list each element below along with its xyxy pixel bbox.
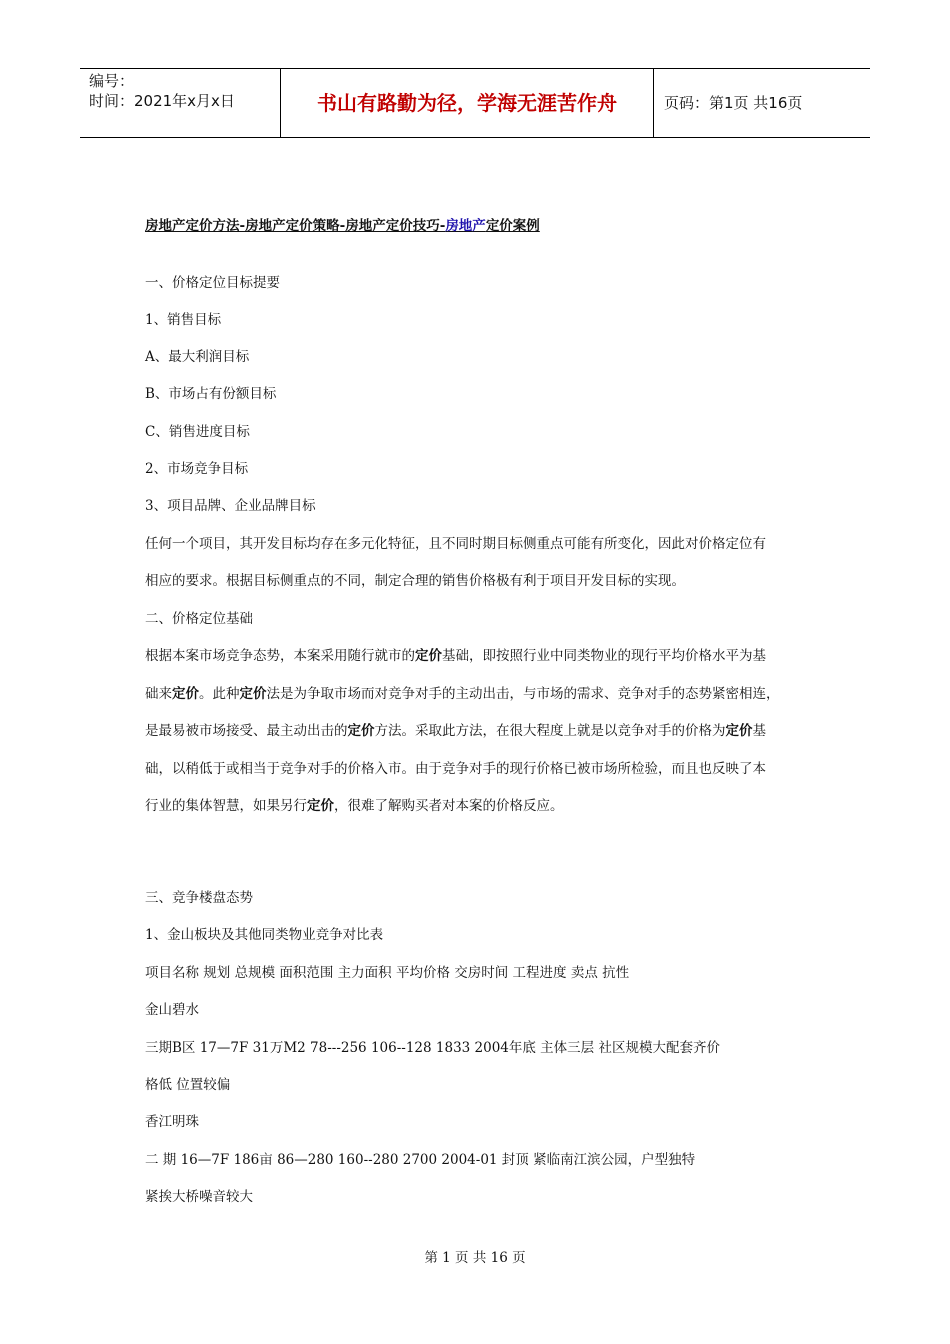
paragraph-line: 是最易被市场接受、最主动出击的定价方法。采取此方法，在很大程度上就是以竞争对手的价格为定价基 [145, 723, 766, 739]
table-row-name: 金山碧水 [145, 1002, 199, 1018]
header-page-info: 页码：第1页 共16页 [664, 94, 803, 112]
list-item: 2、市场竞争目标 [145, 461, 249, 477]
table-header-line: 项目名称 规划 总规模 面积范围 主力面积 平均价格 交房时间 工程进度 卖点 抗性 [145, 965, 630, 981]
time-label: 时间：2021年x月x日 [89, 92, 235, 110]
page-footer: 第 1 页 共 16 页 [424, 1250, 526, 1266]
section-heading-2: 二、价格定位基础 [145, 611, 253, 627]
table-row: 二 期 16—7F 186亩 86—280 160--280 2700 2004-01 封顶 紧临南江滨公园，户型独特 [145, 1152, 696, 1168]
table-row-name: 香江明珠 [145, 1114, 199, 1130]
section-heading-1: 一、价格定位目标提要 [145, 275, 280, 291]
header-motto: 书山有路勤为径，学海无涯苦作舟 [281, 69, 654, 137]
list-item: 1、金山板块及其他同类物业竞争对比表 [145, 927, 384, 943]
title-text-2: 定价案例 [485, 218, 540, 234]
list-item: A、最大利润目标 [145, 349, 250, 365]
paragraph-line: 任何一个项目，其开发目标均存在多元化特征，且不同时期目标侧重点可能有所变化，因此对价格定位有 [145, 536, 766, 552]
list-item: C、销售进度目标 [145, 424, 250, 440]
paragraph-line: 行业的集体智慧，如果另行定价，很难了解购买者对本案的价格反应。 [145, 798, 564, 814]
table-row: 三期B区 17—7F 31万M2 78---256 106--128 1833 2004年底 主体三层 社区规模大配套齐价 [145, 1040, 720, 1056]
list-item: 1、销售目标 [145, 312, 222, 328]
table-row: 格低 位置较偏 [145, 1077, 231, 1093]
title-text-1: 房地产定价方法-房地产定价策略-房地产定价技巧- [145, 218, 446, 234]
header-meta-cell [80, 69, 281, 137]
list-item: 3、项目品牌、企业品牌目标 [145, 498, 316, 514]
list-item: B、市场占有份额目标 [145, 386, 277, 402]
paragraph-line: 相应的要求。根据目标侧重点的不同，制定合理的销售价格极有利于项目开发目标的实现。 [145, 573, 685, 589]
paragraph-line: 根据本案市场竞争态势，本案采用随行就市的定价基础，即按照行业中同类物业的现行平均价格水平为基 [145, 648, 766, 664]
paragraph-line: 础，以稍低于或相当于竞争对手的价格入市。由于竞争对手的现行价格已被市场所检验，而且也反映了本 [145, 761, 766, 777]
title-link[interactable]: 房地产 [445, 218, 486, 234]
number-label: 编号： [89, 72, 135, 90]
paragraph-line: 础来定价。此种定价法是为争取市场而对竞争对手的主动出击，与市场的需求、竞争对手的态势紧密相连， [145, 686, 780, 702]
document-title [145, 216, 540, 236]
table-row: 紧挨大桥噪音较大 [145, 1189, 253, 1205]
page-header [80, 68, 870, 138]
section-heading-3: 三、竞争楼盘态势 [145, 890, 253, 906]
